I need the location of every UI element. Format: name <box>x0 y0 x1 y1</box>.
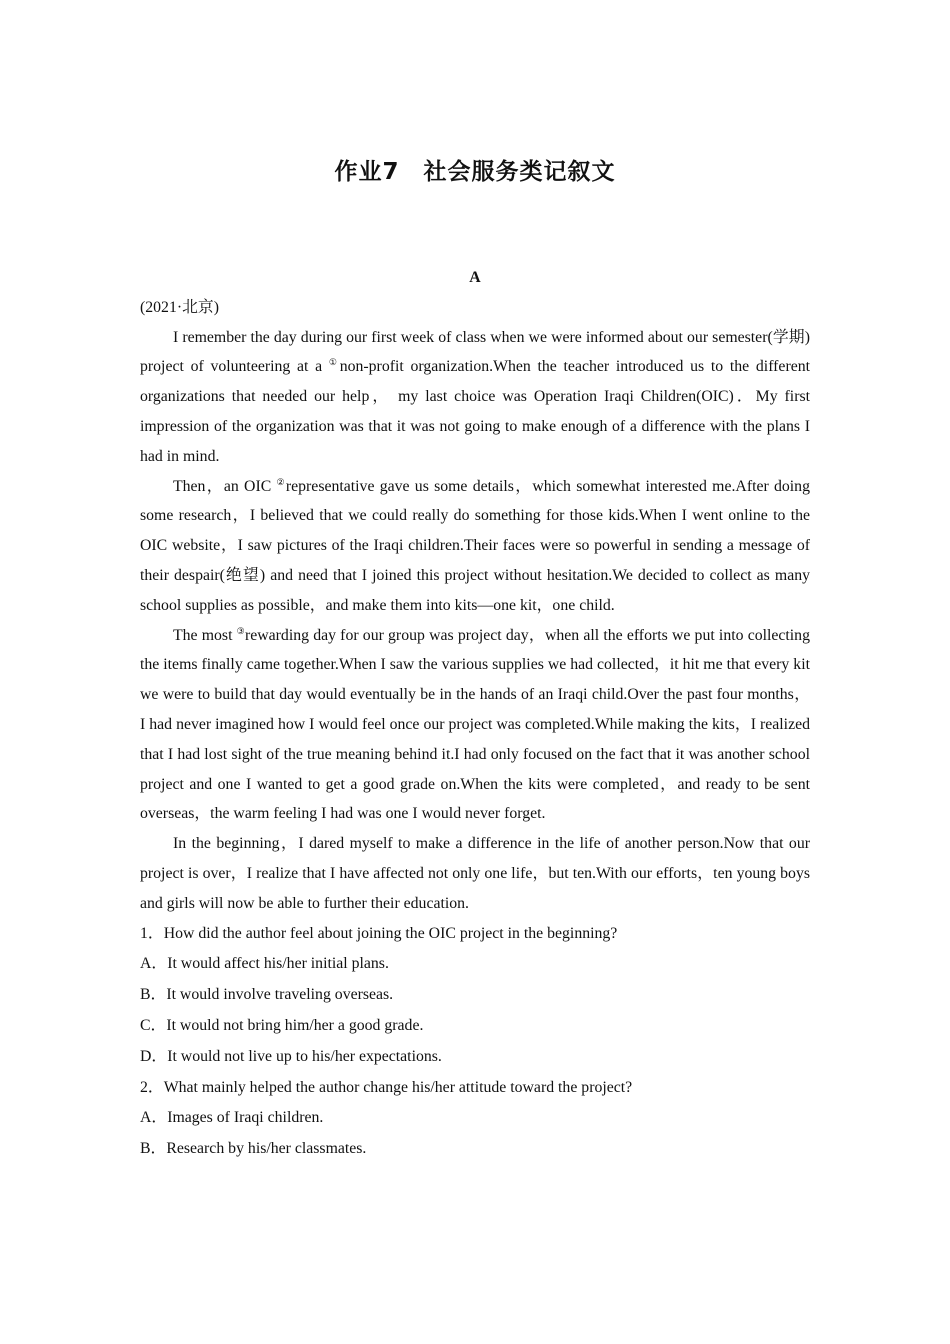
page-title: 作业7 社会服务类记叙文 <box>334 159 616 185</box>
paragraph-text: I remember the day during our first week of class when we were informed about our semester(学期) project of volunteering at a <box>140 328 810 376</box>
passage-paragraph-2 <box>140 472 810 621</box>
reading-section <box>140 263 810 1165</box>
source-citation: (2021·北京) <box>140 298 219 316</box>
question-1-stem: 1．How did the author feel about joining the OIC project in the beginning? <box>140 924 618 942</box>
paragraph-text: rewarding day for our group was project day，when all the efforts we put into collecting the items finally came together.When I saw the various supplies we had collected，it hit me that every kit we were to build that day would eventually be in the hands of an Iraqi child.Over the past four months， I had never imagined how I would feel once our project was completed.While making the kits，I realized that I had lost sight of the true meaning behind it.I had only focused on the fact that it was another school project and one I wanted to get a good grade on.When the kits were completed，and ready to be sent overseas，the warm feeling I had was one I would never forget. <box>140 626 810 823</box>
question-1-option-d: D．It would not live up to his/her expectations. <box>140 1047 442 1065</box>
passage-paragraph-4: In the beginning，I dared myself to make a difference in the life of another person.Now that our project is over，I realize that I have affected not only one life，but ten.With our efforts，ten young boys and girls will now be able to further their education. <box>140 835 810 912</box>
paragraph-text: non-profit organization.When the teacher introduced us to the different organizations that needed our help， my last choice was Operation Iraqi Children(OIC)．My first impression of the organization was that it was not going to make enough of a difference with the plans I had in mind. <box>140 358 810 465</box>
section-label: A <box>469 269 481 286</box>
question-1-option-c: C．It would not bring him/her a good grade. <box>140 1016 424 1034</box>
paragraph-text: representative gave us some details，which somewhat interested me.After doing some research，I believed that we could really do something for those kids.When I went online to the OIC website，I saw pictures of the Iraqi children.Their faces were so powerful in sending a message of their despair(绝望) and need that I joined this project without hesitation.We decided to collect as many school supplies as possible，and make them into kits—one kit，one child. <box>140 477 810 614</box>
annotation-marker: ② <box>276 476 286 487</box>
question-2-stem: 2．What mainly helped the author change his/her attitude toward the project? <box>140 1078 633 1096</box>
annotation-marker: ③ <box>236 625 245 636</box>
paragraph-text: Then，an OIC <box>173 477 277 495</box>
annotation-marker: ① <box>328 357 340 368</box>
question-1-option-a: A．It would affect his/her initial plans. <box>140 955 389 973</box>
question-2-option-a: A．Images of Iraqi children. <box>140 1109 324 1127</box>
paragraph-text: The most <box>173 626 237 644</box>
passage-paragraph-3 <box>140 621 810 830</box>
passage-paragraph-1 <box>140 323 810 472</box>
question-2-option-b: B．Research by his/her classmates. <box>140 1140 367 1158</box>
question-1-option-b: B．It would involve traveling overseas. <box>140 986 394 1004</box>
